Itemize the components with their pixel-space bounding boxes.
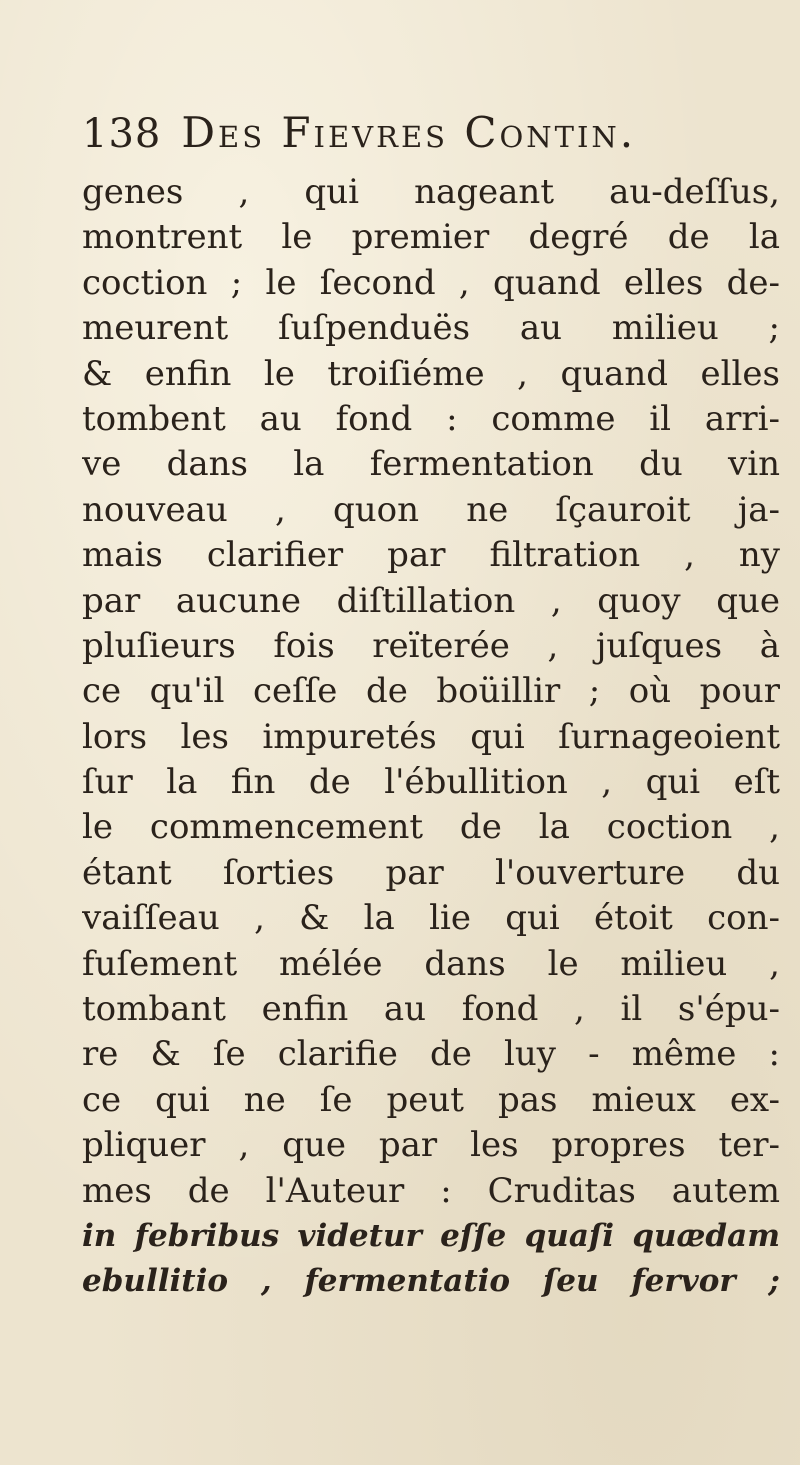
text-line: nouveau , quon ne ſçauroit ja- — [82, 489, 780, 530]
text-line: ve dans la fermentation du vin — [82, 444, 780, 485]
text-line: le commencement de la coction , — [82, 807, 780, 848]
text-line: tombant enfin au fond , il s'épu- — [82, 989, 780, 1030]
text-line: pluſieurs fois reïterée , juſques à — [82, 625, 780, 666]
text-line: ce qui ne ſe peut pas mieux ex- — [82, 1079, 780, 1120]
text-line: coction ; le ſecond , quand elles de- — [82, 262, 780, 303]
text-line: meurent ſuſpenduës au milieu ; — [82, 308, 780, 349]
text-line: fuſement mélée dans le milieu , — [82, 943, 780, 984]
text-line: ſur la fin de l'ébullition , qui eſt — [82, 762, 780, 803]
text-line: mais clarifier par filtration , ny — [82, 535, 780, 576]
text-line: ce qu'il ceſſe de boüillir ; où pour — [82, 671, 780, 712]
text-line: re & ſe clarifie de luy - même : — [82, 1034, 780, 1075]
page-number: 138 — [82, 111, 162, 157]
text-line: montrent le premier degré de la — [82, 217, 780, 258]
latin-quote-line: in febribus videtur eſſe quaſi quædam — [82, 1217, 780, 1254]
text-line: vaiſſeau , & la lie qui étoit con- — [82, 898, 780, 939]
text-line: par aucune diſtillation , quoy que — [82, 580, 780, 621]
body-text — [82, 170, 780, 1305]
page-header — [82, 108, 742, 168]
text-line: & enfin le troiſiéme , quand elles — [82, 353, 780, 394]
running-title: Des Fievres Contin. — [181, 108, 637, 157]
text-line: mes de l'Auteur : Cruditas autem — [82, 1170, 780, 1211]
text-line: étant ſorties par l'ouverture du — [82, 852, 780, 893]
text-line: pliquer , que par les propres ter- — [82, 1125, 780, 1166]
latin-quote-line: ebullitio , fermentatio ſeu fervor ; — [82, 1263, 780, 1300]
text-line: genes , qui nageant au-deſſus, — [82, 172, 780, 212]
text-line: lors les impuretés qui ſurnageoient — [82, 716, 780, 757]
text-line: tombent au fond : comme il arri- — [82, 398, 780, 439]
